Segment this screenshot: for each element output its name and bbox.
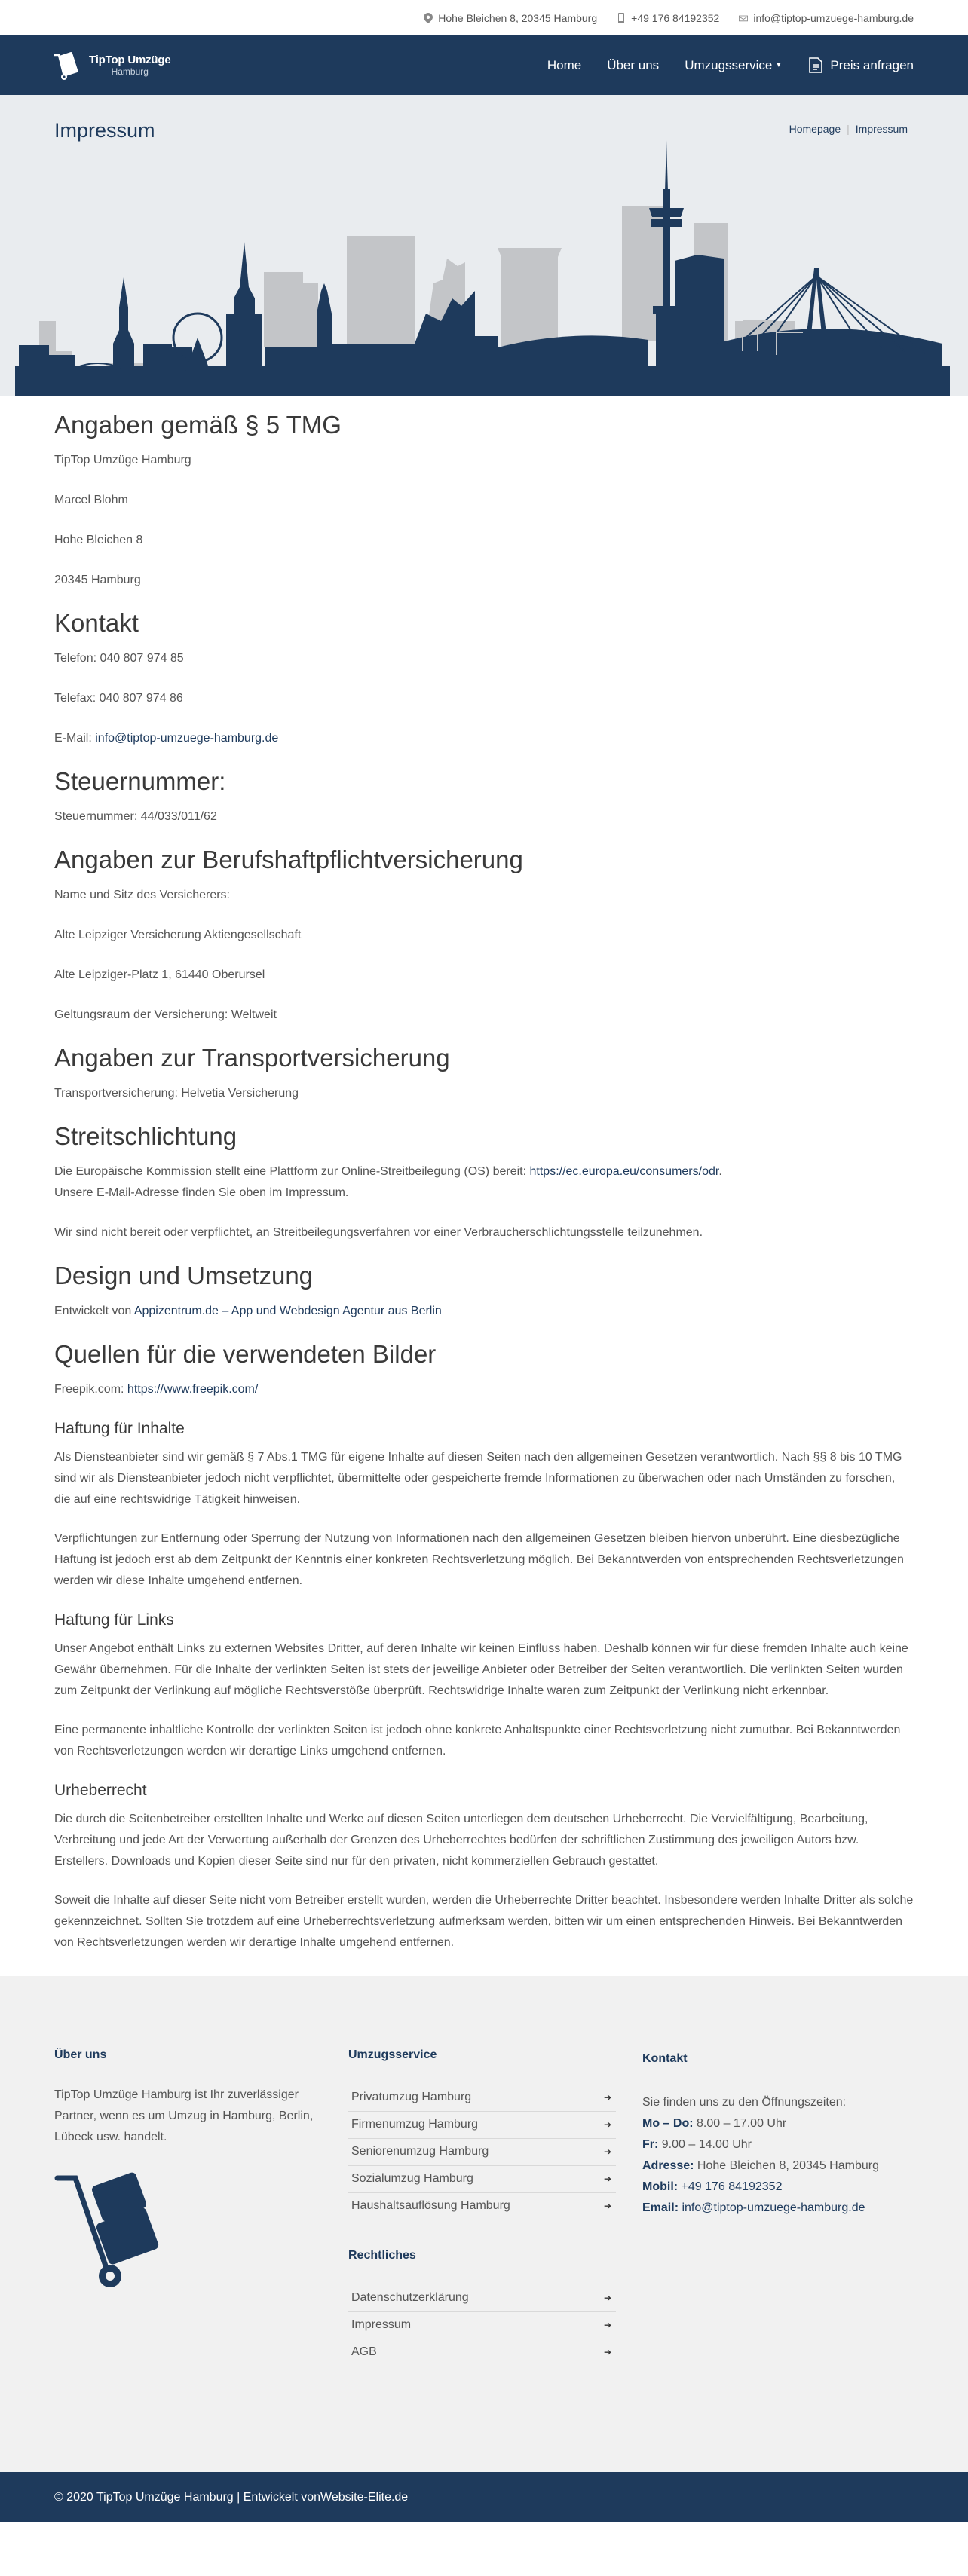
contact-address-value: Hohe Bleichen 8, 20345 Hamburg (694, 2159, 879, 2172)
location-pin-icon (424, 13, 433, 23)
footer-link-label: Seniorenumzug Hamburg (351, 2145, 489, 2158)
versicherer-name: Alte Leipziger Versicherung Aktiengesellschaft (54, 929, 302, 941)
email-link[interactable]: info@tiptop-umzuege-hamburg.de (95, 732, 279, 745)
caret-down-icon: ▾ (777, 61, 781, 69)
nav-menu (547, 57, 914, 73)
heading-design: Design und Umsetzung (54, 1262, 314, 1290)
versicherer-address: Alte Leipziger-Platz 1, 61440 Oberursel (54, 968, 265, 981)
streit-os-period: . (718, 1165, 722, 1178)
heading-berufshaftpflicht: Angaben zur Berufshaftpflichtversicherung (54, 846, 523, 873)
topbar-phone-text[interactable]: +49 176 84192352 (631, 11, 720, 24)
footer-services (348, 2048, 642, 2397)
footer-link-privatumzug[interactable] (348, 2085, 616, 2112)
haftung-links-p2: Eine permanente inhaltliche Kontrolle der verlinkten Seiten ist jedoch ohne konkrete Anhaltspunkte einer Rechtsverletzung nicht zumutbar. Bei Bekanntwerden von Rechtsverletzungen werden wir derartige Links umgehend entfernen. (54, 1724, 901, 1758)
copyright-bar (0, 2472, 968, 2522)
freepik-link[interactable]: https://www.freepik.com/ (127, 1383, 259, 1396)
footer-link-sozialumzug[interactable] (348, 2166, 616, 2193)
footer-link-label: Haushaltsauflösung Hamburg (351, 2199, 510, 2212)
heading-transportversicherung: Angaben zur Transportversicherung (54, 1044, 450, 1072)
street-address: Hohe Bleichen 8 (54, 534, 143, 546)
telefax-text: Telefax: 040 807 974 86 (54, 692, 183, 705)
city-address: 20345 Hamburg (54, 574, 141, 586)
footer-link-label: AGB (351, 2345, 377, 2358)
footer-link-datenschutz[interactable] (348, 2285, 616, 2312)
contact-email-link[interactable]: info@tiptop-umzuege-hamburg.de (682, 2201, 865, 2214)
page-title: Impressum (54, 119, 155, 142)
contact-email-label: Email: (642, 2201, 679, 2214)
streit-refusal-text: Wir sind nicht bereit oder verpflichtet, an Streitbeilegungsverfahren vor einer Verbraucherschlichtungsstelle teilzunehmen. (54, 1226, 703, 1239)
hours-fr (642, 2134, 891, 2155)
heading-streitschlichtung: Streitschlichtung (54, 1122, 237, 1150)
document-icon (809, 57, 822, 73)
page-hero (0, 95, 968, 396)
company-name: TipTop Umzüge Hamburg (54, 454, 191, 467)
contact-mobile-label: Mobil: (642, 2180, 679, 2193)
arrow-right-icon: ➔ (603, 2146, 611, 2157)
topbar-address-text: Hohe Bleichen 8, 20345 Hamburg (438, 11, 598, 24)
footer-contact (642, 2048, 891, 2397)
envelope-icon (739, 13, 748, 23)
telefon-text: Telefon: 040 807 974 85 (54, 652, 184, 665)
contact-email (642, 2198, 891, 2219)
haftung-inhalte-p1: Als Diensteanbieter sind wir gemäß § 7 Abs.1 TMG für eigene Inhalte auf diesen Seiten nach den allgemeinen Gesetzen verantwortlich. Nach §§ 8 bis 10 TMG sind wir als Diensteanbieter jedoch nicht verpflichtet, übermittelte oder gespeicherte fremde Informationen zu überwachen oder nach Umständen zu forschen, die auf eine rechtswidrige Tätigkeit hinweisen. (54, 1451, 902, 1506)
design-intro: Entwickelt von (54, 1305, 134, 1317)
developer-link[interactable]: Website-Elite.de (320, 2490, 409, 2504)
contact-intro: Sie finden uns zu den Öffnungszeiten: (642, 2096, 847, 2109)
streit-os-text (54, 1161, 914, 1182)
geltungsraum-text: Geltungsraum der Versicherung: Weltweit (54, 1008, 277, 1021)
steuernummer-text: Steuernummer: 44/033/011/62 (54, 810, 217, 823)
footer-contact-title: Kontakt (642, 2052, 688, 2065)
footer-about-text: TipTop Umzüge Hamburg ist Ihr zuverlässiger Partner, wenn es um Umzug in Hamburg, Berlin, Lübeck usw. handelt. (54, 2088, 314, 2143)
footer-link-label: Datenschutzerklärung (351, 2291, 469, 2304)
footer-link-label: Sozialumzug Hamburg (351, 2172, 473, 2185)
heading-haftung-links: Haftung für Links (54, 1611, 174, 1629)
footer-link-label: Firmenumzug Hamburg (351, 2118, 479, 2131)
odr-link[interactable]: https://ec.europa.eu/consumers/odr (529, 1165, 719, 1178)
hours-mo-do-value: 8.00 – 17.00 Uhr (693, 2117, 787, 2130)
footer-services-title: Umzugsservice (348, 2048, 437, 2061)
urheberrecht-p1: Die durch die Seitenbetreiber erstellten Inhalte und Werke auf diesen Seiten unterliegen dem deutschen Urheberrecht. Die Vervielfältigung, Bearbeitung, Verbreitung und jede Art der Verwertung außerhalb der Grenzen des Urheberrechtes bedürfen der schriftlichen Zustimmung des jeweiligen Autors bzw. Erstellers. Downloads und Kopien dieser Seite sind nur für den privaten, nicht kommerziellen Gebrauch gestattet. (54, 1813, 868, 1868)
contact-mobile-link[interactable]: +49 176 84192352 (681, 2180, 783, 2193)
heading-bildquellen: Quellen für die verwendeten Bilder (54, 1340, 437, 1368)
nav-umzugsservice[interactable] (685, 58, 780, 73)
topbar-email[interactable] (739, 12, 914, 24)
haftung-inhalte-p2: Verpflichtungen zur Entfernung oder Sperrung der Nutzung von Informationen nach den allgemeinen Gesetzen bleiben hiervon unberührt. Eine diesbezügliche Haftung ist jedoch erst ab dem Zeitpunkt der Kenntnis einer konkreten Rechtsverletzung möglich. Bei Bekanntwerden von entsprechenden Rechtsverletzungen werden wir diese Inhalte umgehend entfernen. (54, 1532, 904, 1587)
haftung-links-p1: Unser Angebot enthält Links zu externen Websites Dritter, auf deren Inhalte wir keinen Einfluss haben. Deshalb können wir für diese fremden Inhalte auch keine Gewähr übernehmen. Für die Inhalte der verlinkten Seiten ist stets der jeweilige Anbieter oder Betreiber der Seiten verantwortlich. Die verlinkten Seiten wurden zum Zeitpunkt der Verlinkung auf mögliche Rechtsverstöße überprüft. Rechtswidrige Inhalte waren zum Zeitpunkt der Verlinkung nicht erkennbar. (54, 1642, 908, 1697)
hours-fr-value: 9.00 – 14.00 Uhr (658, 2138, 752, 2151)
copyright-text: © 2020 TipTop Umzüge Hamburg | Entwickelt von (54, 2490, 320, 2504)
contact-address-label: Adresse: (642, 2159, 694, 2172)
footer-link-haushaltsaufloesung[interactable] (348, 2193, 616, 2220)
design-text (54, 1301, 914, 1322)
footer-link-label: Privatumzug Hamburg (351, 2091, 472, 2103)
freepik-label: Freepik.com: (54, 1383, 127, 1396)
email-label: E-Mail: (54, 732, 96, 745)
transportversicherung-text: Transportversicherung: Helvetia Versicherung (54, 1087, 299, 1100)
price-request-label: Preis anfragen (830, 57, 914, 72)
breadcrumb-homepage[interactable]: Homepage (789, 123, 841, 135)
arrow-right-icon: ➔ (603, 2092, 611, 2103)
arrow-right-icon: ➔ (603, 2201, 611, 2211)
footer-legal-list (348, 2285, 616, 2366)
footer-link-seniorenumzug[interactable] (348, 2139, 616, 2166)
owner-name: Marcel Blohm (54, 494, 128, 506)
breadcrumb (789, 123, 908, 135)
heading-tmg: Angaben gemäß § 5 TMG (54, 411, 342, 439)
breadcrumb-separator: | (847, 123, 850, 135)
impressum-content (0, 396, 968, 1976)
arrow-right-icon: ➔ (603, 2347, 611, 2357)
logo-title: TipTop Umzüge (89, 54, 171, 66)
topbar-address (424, 12, 597, 24)
footer-link-agb[interactable] (348, 2339, 616, 2366)
footer-link-firmenumzug[interactable] (348, 2112, 616, 2139)
versicherer-label: Name und Sitz des Versicherers: (54, 889, 230, 901)
nav-umzugsservice-label: Umzugsservice (685, 57, 773, 72)
footer-services-list (348, 2085, 616, 2220)
heading-steuernummer: Steuernummer: (54, 767, 226, 795)
breadcrumb-current: Impressum (855, 123, 908, 135)
logo-subtitle: Hamburg (111, 66, 149, 77)
footer-link-impressum[interactable] (348, 2312, 616, 2339)
arrow-right-icon: ➔ (603, 2174, 611, 2184)
arrow-right-icon: ➔ (603, 2293, 611, 2303)
nav-home[interactable]: Home (547, 57, 582, 72)
appizentrum-link[interactable]: Appizentrum.de – App und Webdesign Agentur aus Berlin (133, 1305, 442, 1317)
top-bar (0, 0, 968, 35)
streit-os-intro: Die Europäische Kommission stellt eine Plattform zur Online-Streitbeilegung (OS) bereit: (54, 1165, 530, 1178)
footer-legal-title: Rechtliches (348, 2249, 416, 2262)
nav-ueber-uns[interactable]: Über uns (607, 57, 660, 72)
hours-fr-label: Fr: (642, 2138, 659, 2151)
hand-truck-boxes-icon (54, 2171, 182, 2291)
hours-mo-do-label: Mo – Do: (642, 2117, 694, 2130)
site-footer (0, 1976, 968, 2472)
hand-truck-logo-icon (51, 50, 83, 81)
footer-about (54, 2048, 348, 2397)
contact-mobile (642, 2177, 891, 2198)
mobile-phone-icon (617, 13, 626, 23)
bildquellen-text (54, 1379, 914, 1400)
heading-haftung-inhalte: Haftung für Inhalte (54, 1420, 185, 1437)
topbar-phone[interactable] (617, 12, 719, 24)
urheberrecht-p2: Soweit die Inhalte auf dieser Seite nicht vom Betreiber erstellt wurden, werden die Urheberrechte Dritter beachtet. Insbesondere werden Inhalte Dritter als solche gekennzeichnet. Sollten Sie trotzdem auf eine Urheberrechtsverletzung aufmerksam werden, bitten wir um einen entsprechenden Hinweis. Bei Bekanntwerden von Rechtsverletzungen werden wir derartige Inhalte umgehend entfernen. (54, 1894, 914, 1949)
contact-address (642, 2155, 891, 2177)
main-nav (0, 35, 968, 95)
heading-kontakt: Kontakt (54, 609, 139, 637)
footer-about-title: Über uns (54, 2048, 107, 2061)
heading-urheberrecht: Urheberrecht (54, 1782, 147, 1799)
price-request-button[interactable] (809, 57, 914, 73)
hours-mo-do (642, 2113, 891, 2134)
streit-email-text: Unsere E-Mail-Adresse finden Sie oben im Impressum. (54, 1186, 349, 1199)
footer-link-label: Impressum (351, 2318, 412, 2331)
topbar-email-text[interactable]: info@tiptop-umzuege-hamburg.de (753, 11, 914, 24)
email-line (54, 728, 914, 749)
arrow-right-icon: ➔ (603, 2320, 611, 2330)
site-logo[interactable] (51, 50, 171, 81)
arrow-right-icon: ➔ (603, 2119, 611, 2130)
